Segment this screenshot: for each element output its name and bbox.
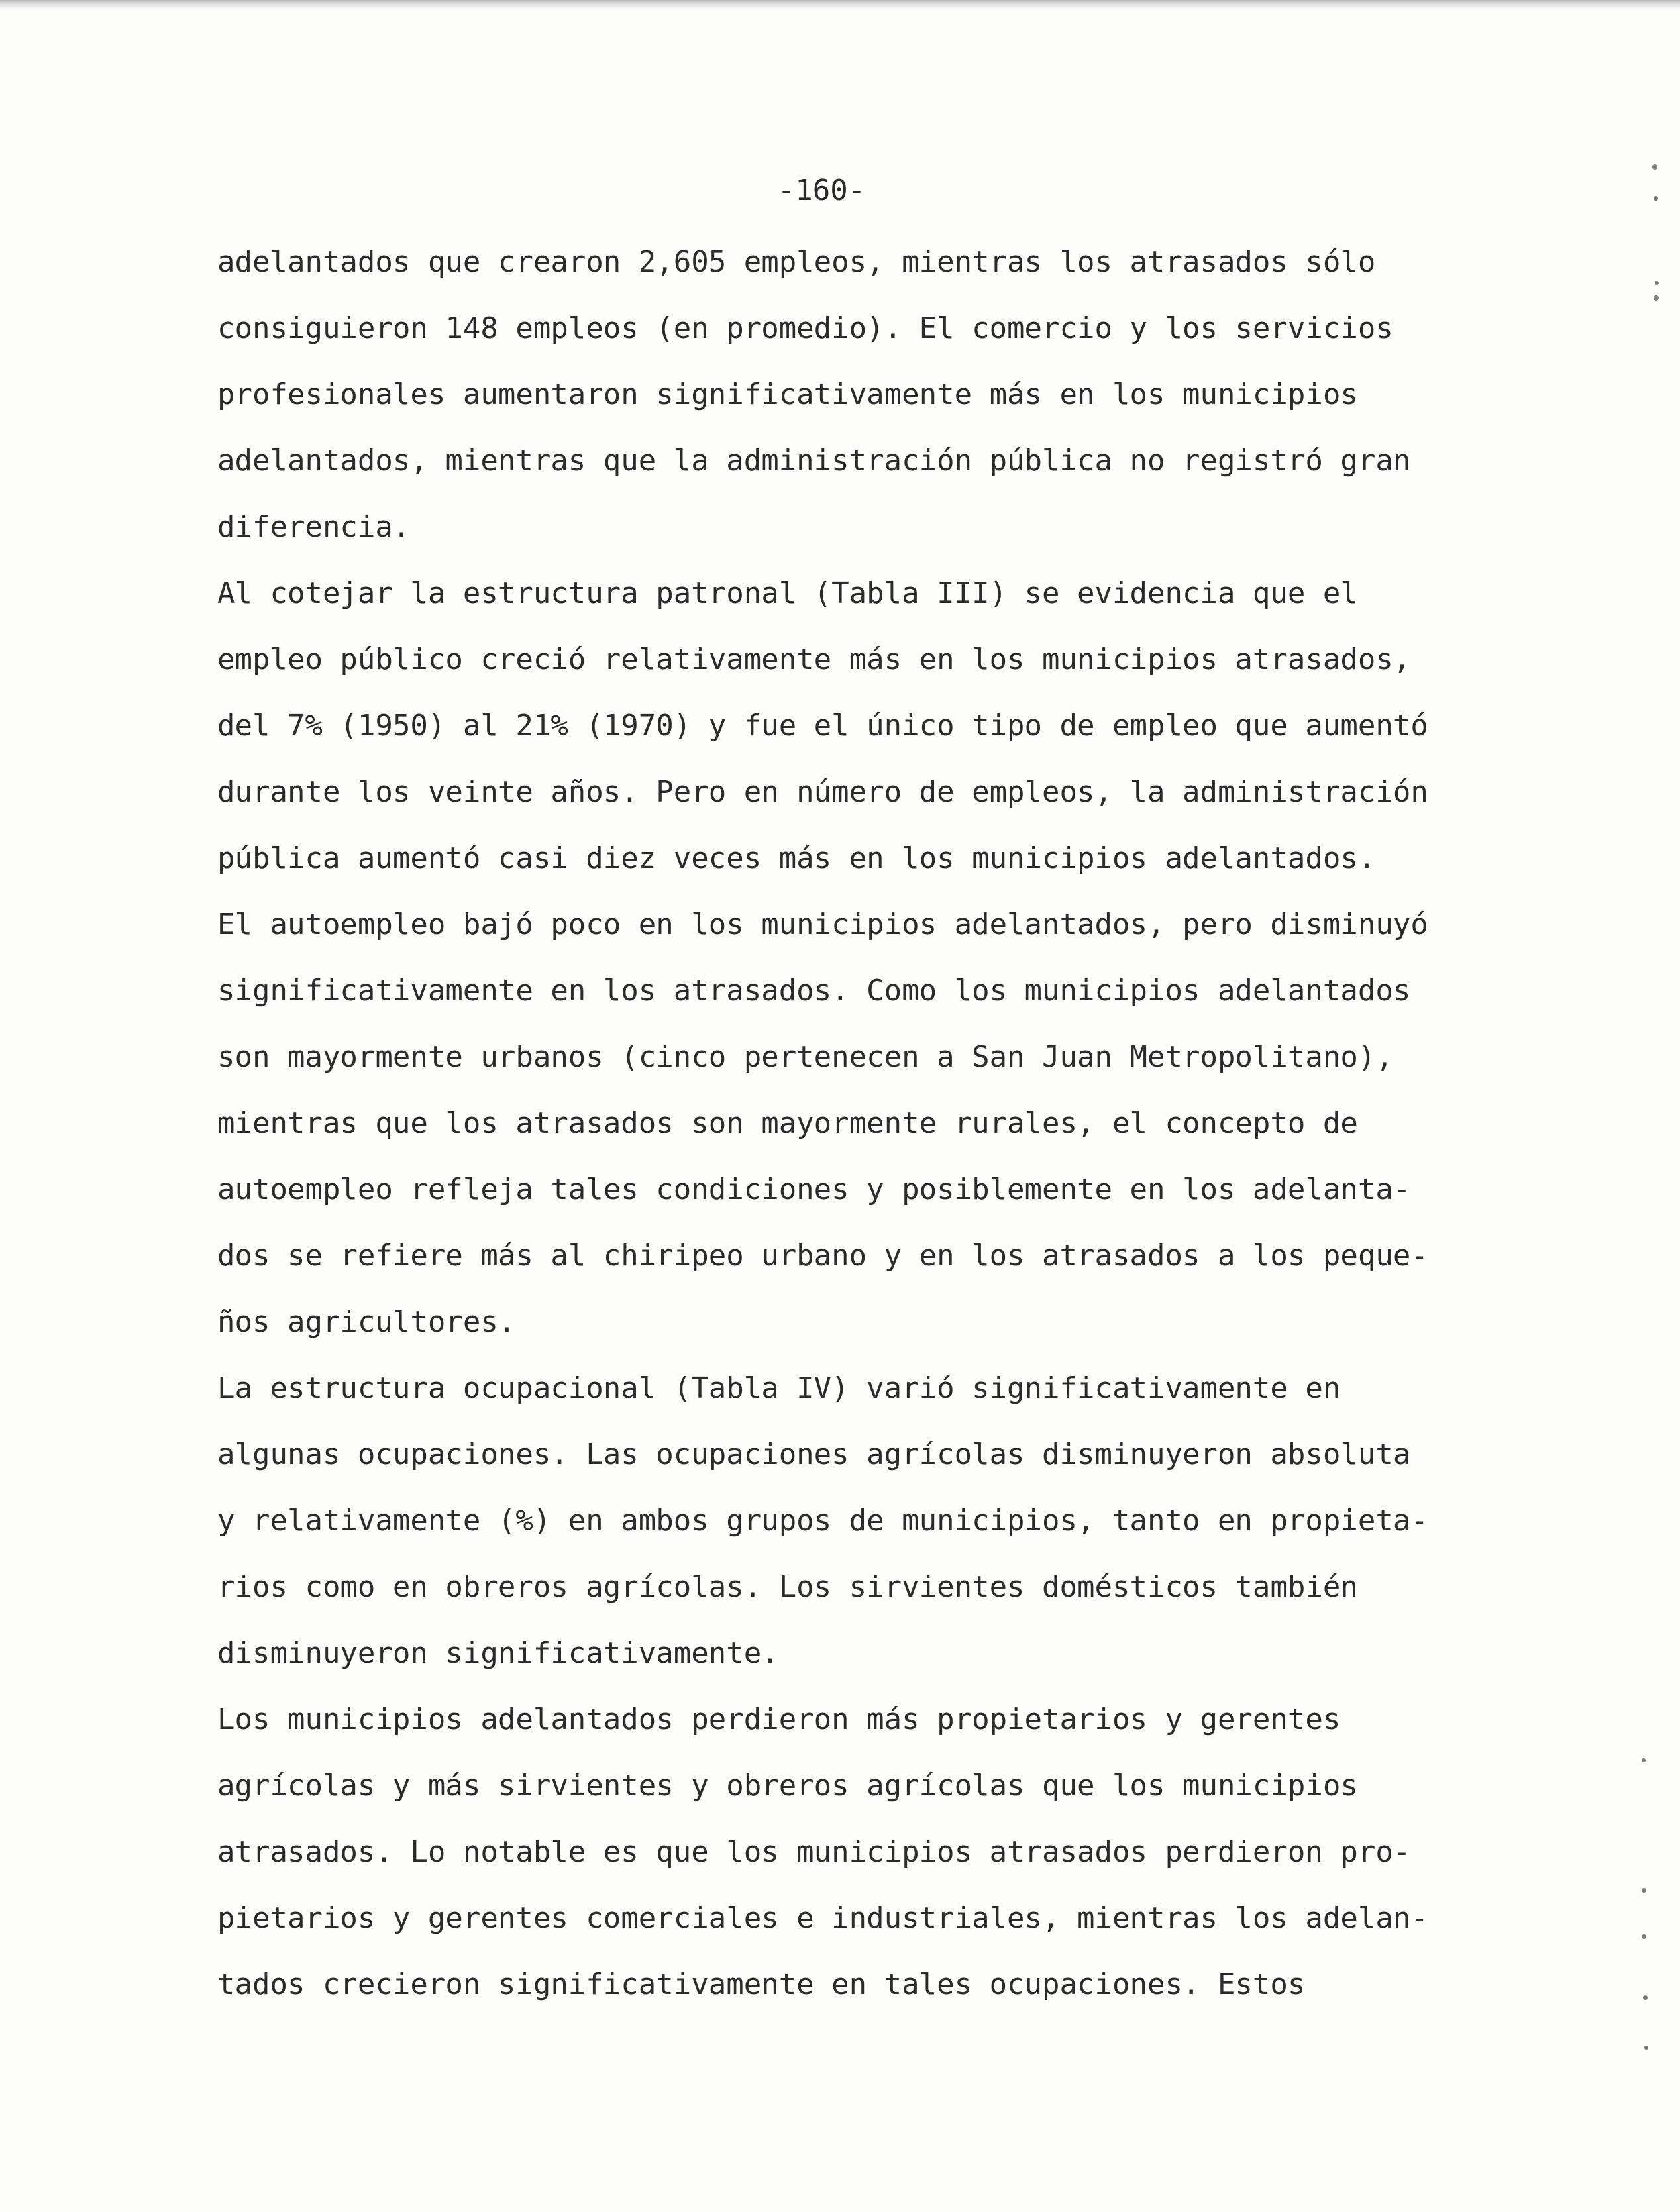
scan-speck [1654, 295, 1659, 301]
text-line: agrícolas y más sirvientes y obreros agrícolas que los municipios [217, 1769, 1358, 1803]
text-line: consiguieron 148 empleos (en promedio). El comercio y los servicios [217, 311, 1393, 345]
text-line: tados crecieron significativamente en tales ocupaciones. Estos [217, 1968, 1306, 2001]
text-line: rios como en obreros agrícolas. Los sirvientes domésticos también [217, 1570, 1358, 1604]
text-line: son mayormente urbanos (cinco pertenecen a San Juan Metropolitano), [217, 1040, 1393, 1074]
text-line: durante los veinte años. Pero en número de empleos, la administración [217, 775, 1428, 809]
text-line: adelantados que crearon 2,605 empleos, mientras los atrasados sólo [217, 245, 1376, 279]
text-line: significativamente en los atrasados. Como los municipios adelantados [217, 974, 1411, 1008]
scan-speck [1642, 1758, 1646, 1762]
scan-speck [1652, 164, 1657, 170]
scan-speck [1654, 196, 1658, 201]
text-line: algunas ocupaciones. Las ocupaciones agrícolas disminuyeron absoluta [217, 1438, 1411, 1471]
text-line: El autoempleo bajó poco en los municipios adelantados, pero disminuyó [217, 908, 1428, 941]
text-line: profesionales aumentaron significativamente más en los municipios [217, 378, 1358, 411]
scan-speck [1643, 1995, 1648, 2000]
text-line: La estructura ocupacional (Tabla IV) varió significativamente en [217, 1371, 1341, 1405]
text-line: y relativamente (%) en ambos grupos de municipios, tanto en propieta- [217, 1504, 1428, 1538]
text-line: pública aumentó casi diez veces más en los municipios adelantados. [217, 841, 1376, 875]
text-line: ños agricultores. [217, 1305, 516, 1339]
scan-speck [1642, 1888, 1646, 1893]
page-number: -160- [777, 174, 866, 207]
text-line: del 7% (1950) al 21% (1970) y fue el único tipo de empleo que aumentó [217, 709, 1428, 743]
scan-speck [1655, 281, 1659, 285]
scan-speck [1642, 1934, 1646, 1939]
text-line: diferencia. [217, 510, 411, 544]
text-line: autoempleo refleja tales condiciones y posiblemente en los adelanta- [217, 1173, 1411, 1206]
text-line: adelantados, mientras que la administración pública no registró gran [217, 444, 1411, 478]
text-line: mientras que los atrasados son mayormente rurales, el concepto de [217, 1106, 1358, 1140]
scan-speck [1644, 2046, 1648, 2050]
text-line: Al cotejar la estructura patronal (Tabla III) se evidencia que el [217, 576, 1358, 610]
text-line: dos se refiere más al chiripeo urbano y en los atrasados a los peque- [217, 1239, 1428, 1273]
text-line: atrasados. Lo notable es que los municipios atrasados perdieron pro- [217, 1835, 1411, 1869]
text-line: pietarios y gerentes comerciales e industriales, mientras los adelan- [217, 1901, 1428, 1935]
scan-top-edge [0, 0, 1680, 9]
text-line: empleo público creció relativamente más en los municipios atrasados, [217, 643, 1411, 676]
text-line: Los municipios adelantados perdieron más propietarios y gerentes [217, 1703, 1341, 1736]
text-line: disminuyeron significativamente. [217, 1636, 779, 1670]
